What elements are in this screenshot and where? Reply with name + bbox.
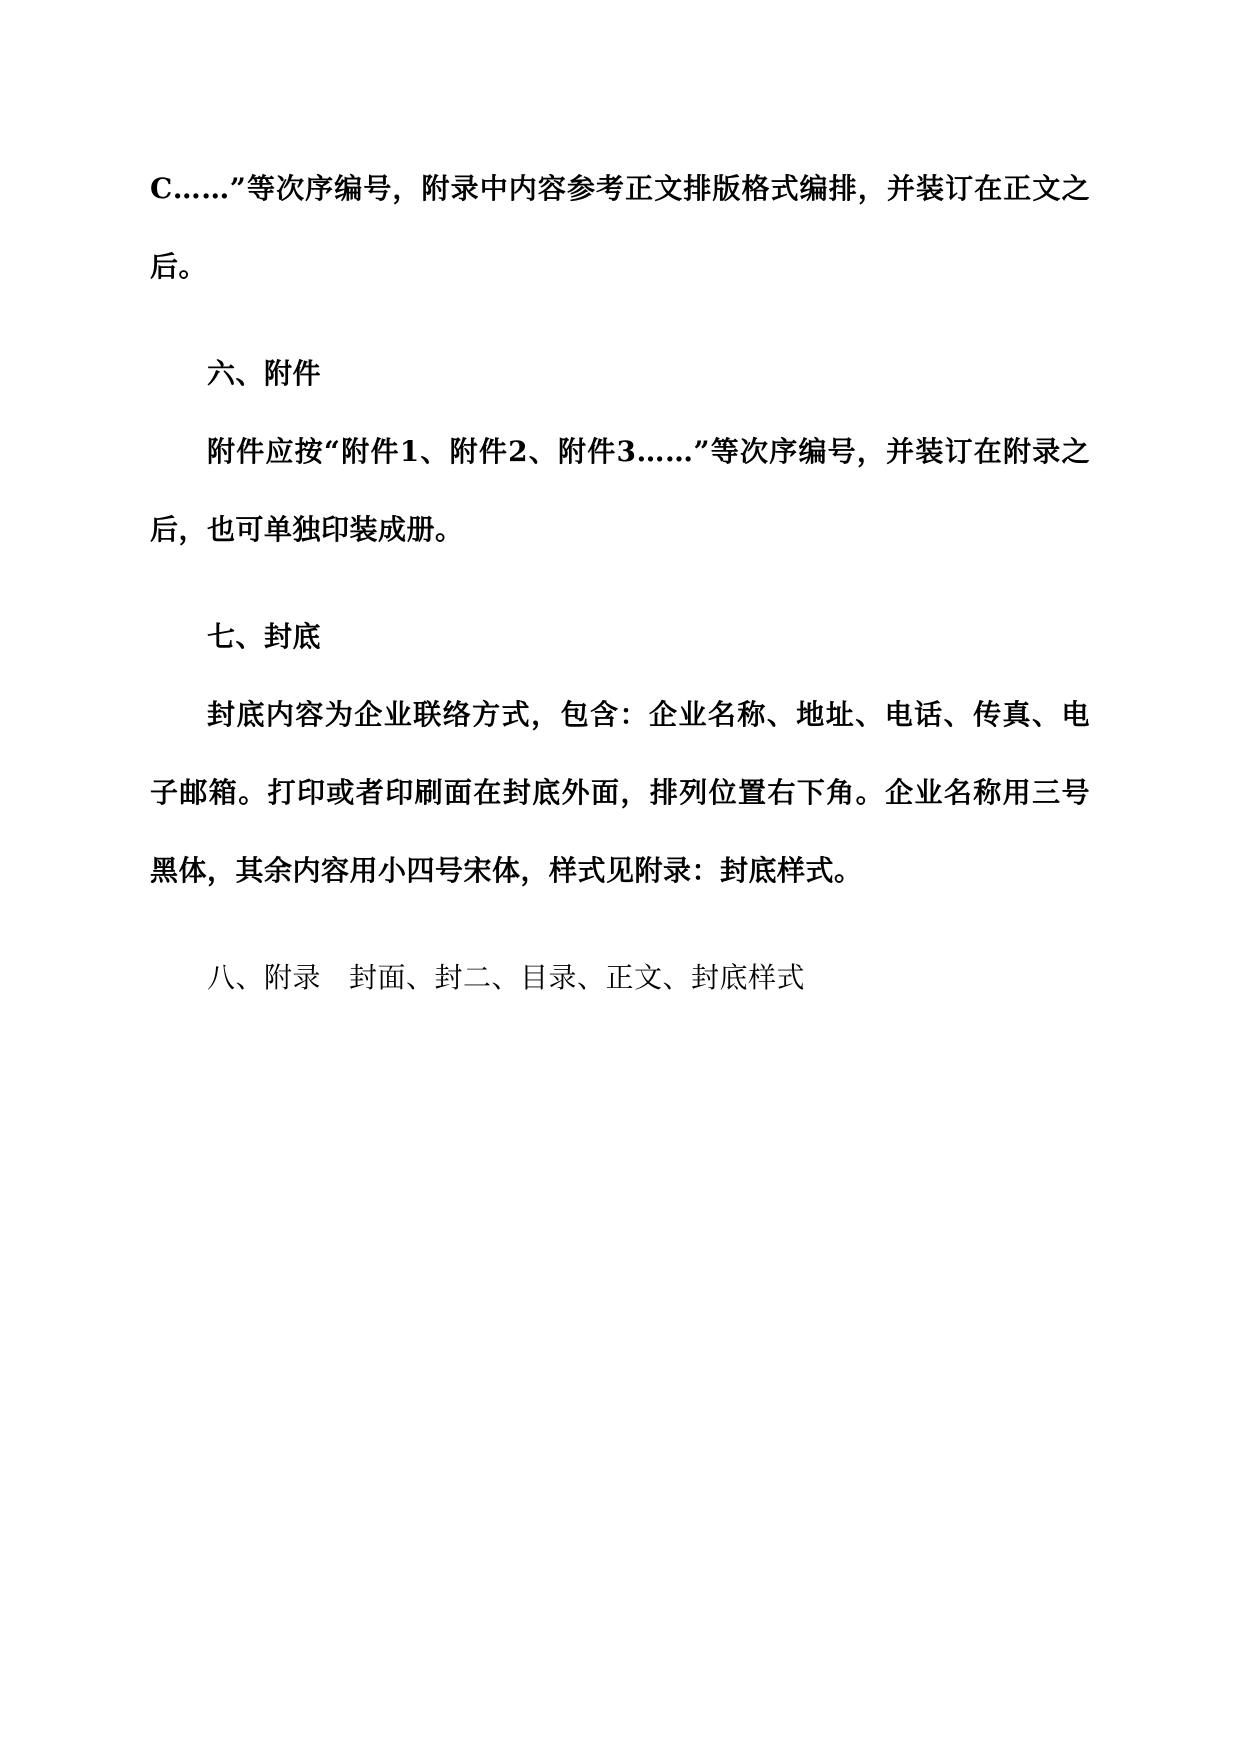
section-6-heading: 六、附件 — [207, 357, 322, 390]
section-6-paragraph-line-1: 附件应按“附件1、附件2、附件3……”等次序编号，并装订在附录之 — [207, 435, 1090, 468]
continuation-line-1: C……”等次序编号，附录中内容参考正文排版格式编排，并装订在正文之 — [150, 172, 1090, 205]
section-8-heading: 八、附录 — [207, 961, 322, 994]
continuation-line-2: 后。 — [150, 250, 208, 283]
section-8-line — [207, 961, 807, 994]
section-7-paragraph-line-3: 黑体，其余内容用小四号宋体，样式见附录：封底样式。 — [150, 854, 863, 887]
section-7-paragraph-line-2: 子邮箱。打印或者印刷面在封底外面，排列位置右下角。企业名称用三号 — [150, 776, 1090, 809]
section-6-paragraph-line-2: 后，也可单独印装成册。 — [150, 513, 464, 546]
section-8-text: 封面、封二、目录、正文、封底样式 — [349, 961, 806, 994]
section-7-paragraph-line-1: 封底内容为企业联络方式，包含：企业名称、地址、电话、传真、电 — [207, 698, 1090, 731]
section-7-heading: 七、封底 — [207, 620, 322, 653]
